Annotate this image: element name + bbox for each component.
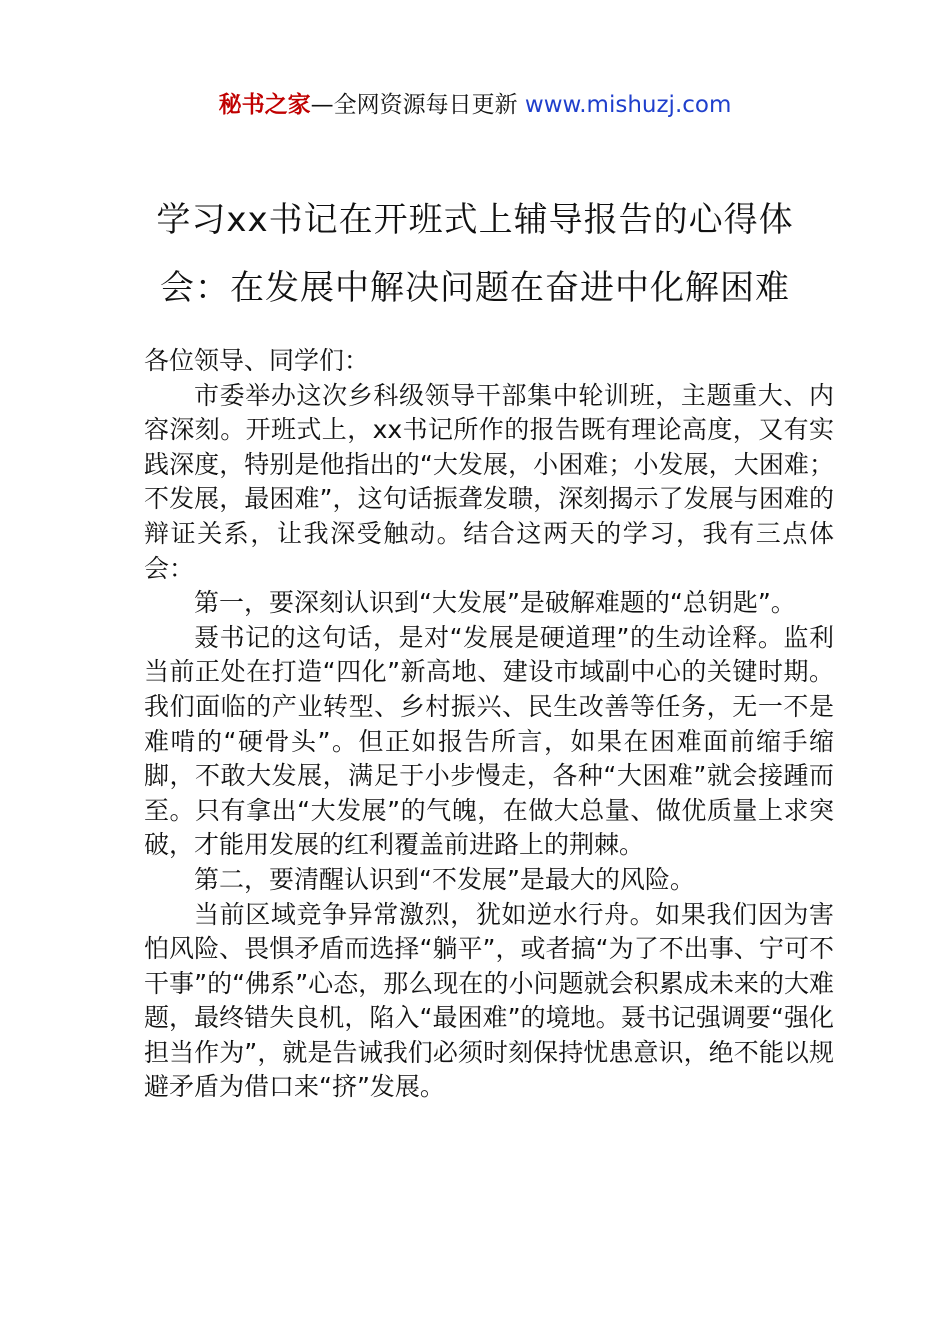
paragraph-point-one-heading: 第一，要深刻认识到“大发展”是破解难题的“总钥匙”。 [194, 588, 796, 618]
paragraph-point-one-body: 聂书记的这句话，是对“发展是硬道理”的生动诠释。监利当前正处在打造“四化”新高地、建设市域副中心的关键时期。我们面临的产业转型、乡村振兴、民生改善等任务，无一不是难啃的“硬骨头”。但正如报告所言，如果在困难面前缩手缩脚，不敢大发展，满足于小步慢走，各种“大困难”就会接踵而至。只有拿出“大发展”的气魄，在做大总量、做优质量上求突破，才能用发展的红利覆盖前进路上的荆棘。 [144, 622, 834, 860]
document-body [144, 344, 834, 1105]
paragraph-point-two-heading: 第二，要清醒认识到“不发展”是最大的风险。 [194, 864, 695, 894]
document-title [110, 186, 840, 322]
site-brand: 秘书之家 [218, 92, 311, 118]
paragraph-intro: 市委举办这次乡科级领导干部集中轮训班，主题重大、内容深刻。开班式上，xx书记所作的报告既有理论高度，又有实践深度，特别是他指出的“大发展，小困难；小发展，大困难；不发展，最困难”，这句话振聋发聩，深刻揭示了发展与困难的辩证关系，让我深受触动。结合这两天的学习，我有三点体会： [144, 380, 834, 583]
salutation: 各位领导、同学们： [144, 346, 370, 375]
site-header [0, 88, 950, 122]
site-url-link[interactable]: www.mishuzj.com [524, 92, 732, 118]
paragraph-point-two-body: 当前区域竞争异常激烈，犹如逆水行舟。如果我们因为害怕风险、畏惧矛盾而选择“躺平”，或者搞“为了不出事、宁可不干事”的“佛系”心态，那么现在的小问题就会积累成未来的大难题，最终错失良机，陷入“最困难”的境地。聂书记强调要“强化担当作为”，就是告诫我们必须时刻保持忧患意识，绝不能以规避矛盾为借口来“挤”发展。 [144, 899, 834, 1102]
site-slogan: —全网资源每日更新 [310, 92, 518, 118]
title-line-2: 会：在发展中解决问题在奋进中化解困难 [160, 268, 790, 308]
title-line-1: 学习xx书记在开班式上辅导报告的心得体 [156, 200, 794, 240]
